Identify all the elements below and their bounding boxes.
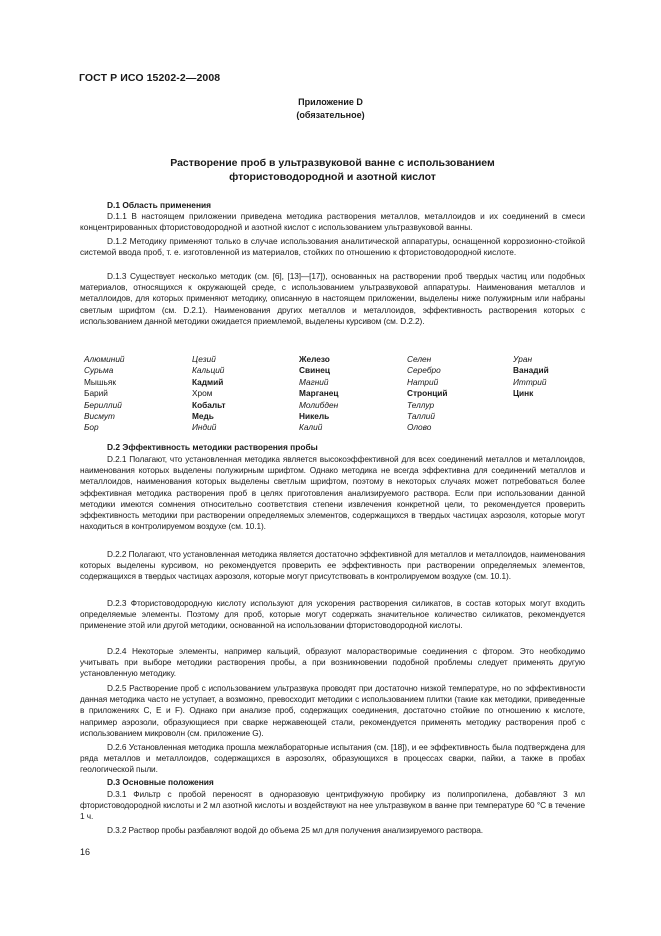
element-name: Кадмий [192, 376, 224, 387]
paragraph-d3-2: D.3.2 Раствор пробы разбавляют водой до объема 25 мл для получения анализируемого раствора. [107, 825, 483, 835]
paragraph-d2-5: D.2.5 Растворение проб с использованием ультразвука проводят при достаточно низкой температуре, но по эффективности данная методика часто не уступает, а возможно, превосходит методики с использованием плитки (такие как методики, приведенные в приложениях C, E и F). Однако при анализе проб, содержащих соединения, достаточно стойкие по отношению к кислоте, например аэрозоли, образующиеся при сварке нержавеющей стали, рекомендуется применять методику растворения проб с использованием микроволн (см. приложение G). [80, 683, 585, 738]
element-name: Марганец [299, 388, 339, 399]
element-name: Уран [513, 354, 533, 364]
paragraph-d2-4: D.2.4 Некоторые элементы, например кальций, образуют малорастворимые соединения с фтором. Это необходимо учитывать при выборе методики растворения пробы, а при возникновении подобной проблемы следует применять другую установленную методику. [80, 646, 585, 679]
element-column-4 [407, 354, 448, 434]
paragraph-d1-2: D.1.2 Методику применяют только в случае использования аналитической аппаратуры, оснащенной коррозионно-стойкой системой ввода проб, т. е. изготовленной из материалов, стойких по отношению к фтористоводородной кислоте. [80, 236, 585, 258]
element-name: Цезий [192, 354, 216, 364]
annex-title-line-1: Растворение проб в ультразвуковой ванне с использованием [170, 157, 495, 169]
paragraph-d1-3: D.1.3 Существует несколько методик (см. [6], [13]—[17]), основанных на растворении проб твердых частиц или подобных материалов, относящихся к окружающей среде, с использованием ультразвуковой аппаратуры. Наименования металлов и металлоидов, для которых применяют методику, описанную в настоящем приложении, выделены ниже полужирным или набраны светлым шрифтом (см. D.2.1). Наименования других металлов и металлоидов, эффективность растворения которых с использованием данной методики ожидается приемлемой, выделены курсивом (см. D.2.2). [80, 271, 585, 326]
section-heading-d2: D.2 Эффективность методики растворения пробы [107, 442, 318, 452]
element-name: Натрий [407, 376, 439, 387]
element-name: Серебро [407, 365, 441, 376]
paragraph-d2-3: D.2.3 Фтористоводородную кислоту используют для ускорения растворения силикатов, в состав которых могут входить определяемые элементы. Поэтому для проб, которые могут содержать значительное количество силикатов, рекомендуется применение этой или другой методики, основанной на использовании фтористоводородной кислоты. [80, 598, 585, 631]
element-name: Хром [192, 388, 213, 399]
element-name: Теллур [407, 399, 435, 410]
element-name: Стронций [407, 388, 448, 399]
page-number: 16 [80, 847, 91, 857]
annex-status: (обязательное) [296, 110, 365, 120]
element-column-3 [299, 354, 339, 434]
annex-label: Приложение D [298, 97, 363, 107]
element-name: Железо [299, 354, 330, 364]
element-name: Бор [84, 422, 99, 433]
paragraph-d3-1: D.3.1 Фильтр с пробой переносят в одноразовую центрифужную пробирку из полипропилена, добавляют 3 мл фтористоводородной кислоты и 2 мл азотной кислоты и воздействуют на нее ультразвуком в ванне при температуре 60 °С в течение 1 ч. [80, 789, 585, 822]
paragraph-d2-6: D.2.6 Установленная методика прошла межлабораторные испытания (см. [18]), и ее эффективность была подтверждена для ряда металлов и металлоидов, содержащихся в аэрозолях, образующихся в процессах сварки, пайки, а также в пробах геологической пыли. [80, 742, 585, 775]
element-name: Молибден [299, 399, 339, 410]
element-name: Кобальт [192, 399, 226, 410]
element-name: Мышьяк [84, 376, 116, 387]
paragraph-d2-1: D.2.1 Полагают, что установленная методика является высокоэффективной для всех соединений металлов и металлоидов, наименования которых выделены полужирным шрифтом. Однако методика не всегда эффективна для соединений металлов и металлоидов, наименования которых выделены светлым шрифтом, поэтому в некоторых случаях может потребоваться более эффективная методика растворения проб в целях приготовления анализируемого раствора. Если при использовании данной методики имеются сомнения относительно соответствия степени извлечения конкретной цели, то рекомендуется проверить эффективность методики при растворении определяемых элементов, содержащихся в твердых частицах аэрозоля, которые могут находиться в контролируемом воздухе (см. 10.1). [80, 454, 585, 532]
element-name: Кальций [192, 365, 225, 376]
paragraph-d2-2: D.2.2 Полагают, что установленная методика является достаточно эффективной для металлов и металлоидов, наименования которых выделены курсивом, но рекомендуется проверить ее эффективность при растворении определяемых элементов, содержащихся в твердых частицах аэрозоля, которые могут присутствовать в контролируемом воздухе (см. 10.1). [80, 549, 585, 582]
paragraph-d1-1: D.1.1 В настоящем приложении приведена методика растворения металлов, металлоидов и их соединений в смеси концентрированных фтористоводородной и азотной кислот с использованием ультразвуковой ванны. [80, 211, 585, 233]
element-name: Барий [84, 388, 108, 399]
annex-title [80, 156, 585, 184]
element-name: Индий [192, 422, 217, 433]
element-column-5 [513, 354, 549, 400]
element-name: Сурьма [84, 365, 114, 376]
element-name: Магний [299, 376, 329, 387]
element-name: Селен [407, 354, 432, 364]
element-name: Бериллий [84, 399, 122, 410]
element-name: Висмут [84, 411, 115, 422]
document-header: ГОСТ Р ИСО 15202-2—2008 [79, 72, 221, 84]
element-column-1 [84, 354, 125, 434]
element-name: Олово [407, 422, 432, 433]
section-heading-d1: D.1 Область применения [107, 200, 212, 210]
element-name: Свинец [299, 365, 330, 376]
element-name: Иттрий [513, 376, 547, 387]
element-name: Таллий [407, 411, 435, 422]
element-name: Никель [299, 411, 330, 422]
annex-title-line-2: фтористоводородной и азотной кислот [229, 171, 436, 183]
element-name: Медь [192, 411, 214, 422]
section-heading-d3: D.3 Основные положения [107, 777, 214, 787]
element-name: Цинк [513, 388, 534, 399]
element-name: Ванадий [513, 365, 549, 376]
element-name: Алюминий [84, 354, 125, 364]
element-column-2 [192, 354, 226, 434]
element-name: Калий [299, 422, 323, 433]
